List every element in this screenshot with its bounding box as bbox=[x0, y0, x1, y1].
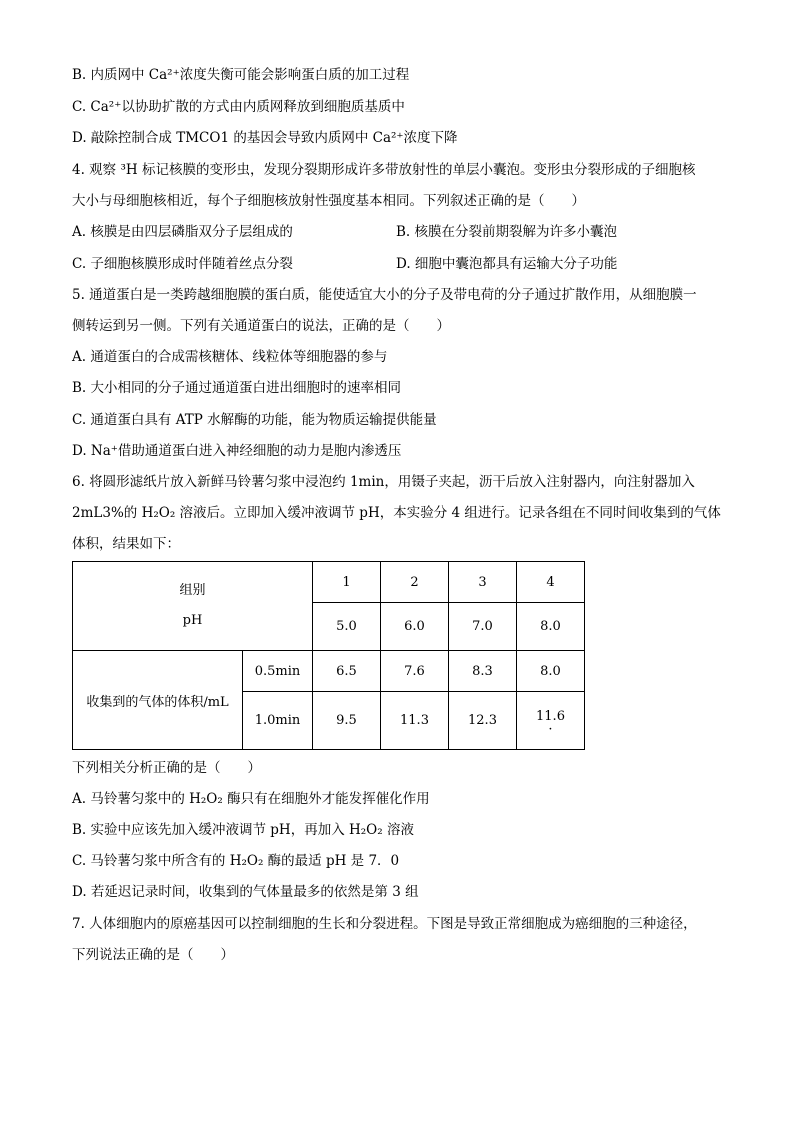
q6-option-b: B. 实验中应该先加入缓冲液调节 pH，再加入 H₂O₂ 溶液 bbox=[72, 822, 414, 838]
q6-question: 下列相关分析正确的是（ ） bbox=[72, 760, 261, 776]
q6-stem-line-2: 2mL3%的 H₂O₂ 溶液后。立即加入缓冲液调节 pH，本实验分 4 组进行。记录各组在不同时间收集到的气体 bbox=[72, 505, 721, 521]
group-number: 1 bbox=[313, 562, 381, 603]
q5-option-a: A. 通道蛋白的合成需核糖体、线粒体等细胞器的参与 bbox=[72, 349, 388, 365]
results-table bbox=[72, 561, 585, 750]
table-cell-with-mark bbox=[517, 692, 585, 750]
q4-option-c: C. 子细胞核膜形成时伴随着丝点分裂 bbox=[72, 256, 293, 272]
q6-stem-line-1: 6. 将圆形滤纸片放入新鲜马铃薯匀浆中浸泡约 1min，用镊子夹起，沥干后放入注射器内，向注射器加入 bbox=[72, 474, 695, 490]
ph-value: 7.0 bbox=[449, 603, 517, 651]
q5-option-c: C. 通道蛋白具有 ATP 水解酶的功能，能为物质运输提供能量 bbox=[72, 412, 437, 428]
volume-label: 收集到的气体的体积/mL bbox=[73, 651, 243, 750]
group-ph-header-cell bbox=[73, 562, 313, 651]
group-number: 4 bbox=[517, 562, 585, 603]
stray-mark: · bbox=[548, 721, 553, 737]
table-cell: 8.3 bbox=[449, 651, 517, 692]
group-number: 2 bbox=[381, 562, 449, 603]
q4-stem-line-2: 大小与母细胞核相近，每个子细胞核放射性强度基本相同。下列叙述正确的是（ ） bbox=[72, 193, 585, 209]
table-cell: 8.0 bbox=[517, 651, 585, 692]
q4-stem-line-1: 4. 观察 ³H 标记核膜的变形虫，发现分裂期形成许多带放射性的单层小囊泡。变形虫分裂形成的子细胞核 bbox=[72, 162, 696, 178]
table-cell: 11.3 bbox=[381, 692, 449, 750]
q7-stem-line-2: 下列说法正确的是（ ） bbox=[72, 947, 234, 963]
q4-option-d: D. 细胞中囊泡都具有运输大分子功能 bbox=[396, 256, 618, 272]
q6-stem-line-3: 体积，结果如下： bbox=[72, 536, 180, 552]
q5-option-d: D. Na⁺借助通道蛋白进入神经细胞的动力是胞内渗透压 bbox=[72, 443, 402, 459]
q6-option-c: C. 马铃薯匀浆中所含有的 H₂O₂ 酶的最适 pH 是 7．0 bbox=[72, 853, 400, 869]
table-cell: 6.5 bbox=[313, 651, 381, 692]
q3-option-b: B. 内质网中 Ca²⁺浓度失衡可能会影响蛋白质的加工过程 bbox=[72, 67, 410, 83]
q5-stem-line-2: 侧转运到另一侧。下列有关通道蛋白的说法，正确的是（ ） bbox=[72, 318, 450, 334]
q4-option-b: B. 核膜在分裂前期裂解为许多小囊泡 bbox=[396, 224, 618, 240]
table-cell: 9.5 bbox=[313, 692, 381, 750]
q3-option-c: C. Ca²⁺以协助扩散的方式由内质网释放到细胞质基质中 bbox=[72, 99, 405, 115]
ph-value: 6.0 bbox=[381, 603, 449, 651]
q6-option-a: A. 马铃薯匀浆中的 H₂O₂ 酶只有在细胞外才能发挥催化作用 bbox=[72, 791, 430, 807]
q7-stem-line-1: 7. 人体细胞内的原癌基因可以控制细胞的生长和分裂进程。下图是导致正常细胞成为癌细胞的三种途径， bbox=[72, 916, 697, 932]
table-cell: 7.6 bbox=[381, 651, 449, 692]
ph-value: 8.0 bbox=[517, 603, 585, 651]
group-number: 3 bbox=[449, 562, 517, 603]
q6-option-d: D. 若延迟记录时间，收集到的气体量最多的依然是第 3 组 bbox=[72, 884, 419, 900]
q5-option-b: B. 大小相同的分子通过通道蛋白进出细胞时的速率相同 bbox=[72, 380, 402, 396]
q4-option-a: A. 核膜是由四层磷脂双分子层组成的 bbox=[72, 224, 293, 240]
table-cell-value: 11.6 bbox=[536, 708, 565, 724]
q3-option-d: D. 敲除控制合成 TMCO1 的基因会导致内质网中 Ca²⁺浓度下降 bbox=[72, 130, 458, 146]
ph-value: 5.0 bbox=[313, 603, 381, 651]
time-label: 0.5min bbox=[243, 651, 313, 692]
group-label: 组别 bbox=[179, 583, 206, 598]
q5-stem-line-1: 5. 通道蛋白是一类跨越细胞膜的蛋白质，能使适宜大小的分子及带电荷的分子通过扩散作用，从细胞膜一 bbox=[72, 287, 697, 303]
ph-label: pH bbox=[182, 613, 203, 628]
table-cell: 12.3 bbox=[449, 692, 517, 750]
time-label: 1.0min bbox=[243, 692, 313, 750]
